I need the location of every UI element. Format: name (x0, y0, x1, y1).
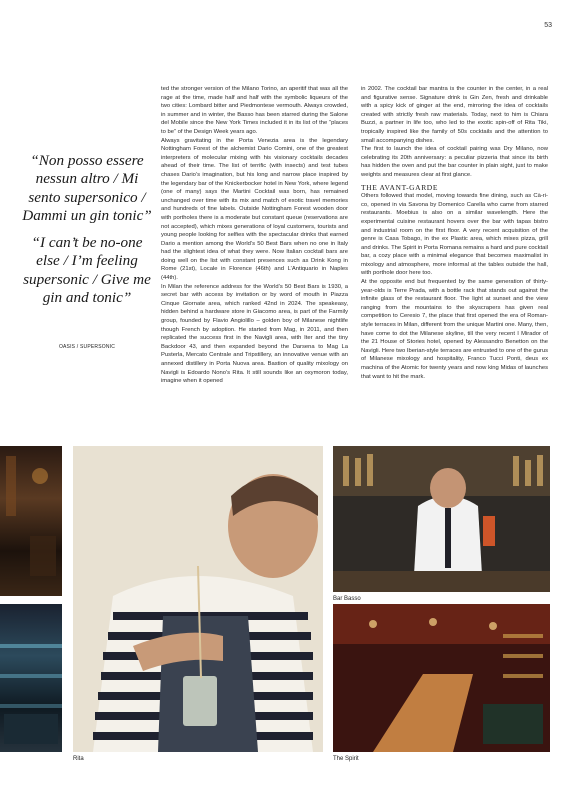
article-paragraph: In Milan the reference address for the World’s 50 Best Bars is 1930, a secret bar with access by invitation or by word of mouth in Piazza Cinque Giornate area, which ranked 42nd in 2024. The speakeasy, hidden behind a hardware store in Giacomo area, is part of the Farmily group, founded by Flavio Angiolillo – golden boy of Milanese nightlife though French by adoption. He started from Mag, in 2011, and then replicated the success first in the Navigli area, with Iter and the tiny Backdoor 43, and then expanded beyond the Darsena to Mag La Pusterla, Mercato Centrale and Tripstillery, an innovative venue with an annexed distillery in Porta Nuova area. Bastion of quality mixology on Navigli is Edoardo Nono’s Rita. It still sounds like an oxymoron today, imagine when it opened (161, 283, 348, 385)
the-spirit-interior-photo (333, 604, 550, 752)
article-column-middle (161, 85, 348, 386)
article-paragraph: The first to launch the idea of cocktail pairing was Dry Milano, now celebrating its 20th anniversary: a peculiar pizzeria that since its birth has hidden the oven and put the bar counter in plain sight, just to make weights and measures clear at first glance. (361, 146, 548, 178)
photo-caption-rita: Rita (73, 756, 84, 762)
bar-interior-photo (0, 446, 62, 596)
article-paragraph: Always gravitating in the Porta Venezia area is the legendary Nottingham Forest of the alchemist Dario Comini, one of the greatest interpreters of molecular mixing with his visionary cocktails decades ahead of their time. The list of terrific (with insects) and test tubes chases Dario’s imagination, but his long and narrow place inspired by the legendary bar of the Knickerbocker hotel in New York, where legend (one of many) says the Martini Cocktail was born, has remained unchanged over time with its mix and match of exotic travel memories and hundreds of fine labels. Outside Nottingham Forest wooden door with portholes there is a moderate but constant queue (reservations are not accepted), which mixes generations of loyal customers, tourists and young people looking for selfies with the spectacular drinks that earned Dario a mention among the World’s 50 Best Bars when no one in Italy had the slightest idea of what they were. Now Italian cocktail bars are doing well on the list with constant presences such as Drink Kong in Rome (21st), Locale in Florence (46th) and L’Antiquario in Naples (44th). (161, 137, 348, 282)
article-paragraph: At the opposite end but frequented by the same generation of thirty-year-olds is Terre Prada, with a bottle rack that stands out against the infinite glass of the restaurant floor. The light at sunset and the view ranging from the mountains to the skyscrapers has given real competition to Ceresio 7, the place that first opened the era of Roman-style terraces in Milan, different from the unique Martini one. Many, then, have come to dot the Milanese skyline, till the very recent I Mirador of the 21 House of Stories hotel, opened by Alessandro Benetton on the Navigli. Here two Iberian-style terraces are entrusted to one of the gurus of Milanese mixology and hospitality, Franco Tucci Ponti, deus ex machina of the Atomic for twenty years and now king Midas of launches that want to hit the mark. (361, 279, 548, 380)
article-paragraph: Others followed that model, moving towards fine dining, such as Cà-ri-co, opened in via Savona by Domenico Carella who came from starred restaurants. Moebius is also on a similar wavelength. Here the experimental cuisine restaurant hovers over the bar with tapas bistro and industrial room on the first floor. A very recent acquisition of the genre is Casa Tobago, in the ex Plastic area, which mixes pizza, grill and drinks. The Spirit in Porta Romana remains a hard and pure cocktail bar, a cozy place with a minimal elegance that becomes maximalist in mixology and atmosphere, more informal at the tables outside the hall, with porthole door here too. (361, 193, 548, 277)
pull-quote-english: “I can’t be no-one else / I’m feeling supersonic / Give me gin and tonic” (23, 234, 151, 307)
photo-caption-bar-basso: Bar Basso (333, 596, 361, 602)
article-paragraph: in 2002. The cocktail bar mantra is the counter in the center, in a real and figurative sense. Signature drink is Gin Zen, fresh and drinkable with a spicy kick of ginger at the end, mirroring the idea of cocktails created with strictly fresh raw materials. Today, next to him is Chiara Buzzi, a partner in life too, who led to the exotic spin-off of Rita Tiki, tropically inspired like the family of 50s cocktails and the attention to small accompanying dishes. (361, 86, 548, 144)
pull-quote-italian: “Non posso essere nessun altro / Mi sento supersonico / Dammi un gin tonic” (22, 152, 152, 224)
photo-caption-the-spirit: The Spirit (333, 756, 359, 762)
bartender-rita-photo (73, 446, 323, 752)
article-column-right (361, 85, 548, 381)
bartender-bar-basso-photo (333, 446, 550, 592)
pull-quote-credit: OASIS / SUPERSONIC (58, 344, 116, 350)
section-subhead: THE AVANT-GARDE (361, 182, 438, 192)
article-paragraph: ted the stronger version of the Milano Torino, an aperitif that was all the rage at the time, made half and half with the symbolic liqueurs of the two cities: Lombard bitter and Piedmontese vermouth. Always crowded, in summer and in winter, the Basso has been starred during the Salone del Mobile since the New York Times included it in its list of the “places to be” of the Design Week years ago. (161, 86, 348, 135)
pull-quote (22, 152, 152, 316)
page-number: 53 (544, 22, 552, 29)
bar-shelves-photo (0, 604, 62, 752)
